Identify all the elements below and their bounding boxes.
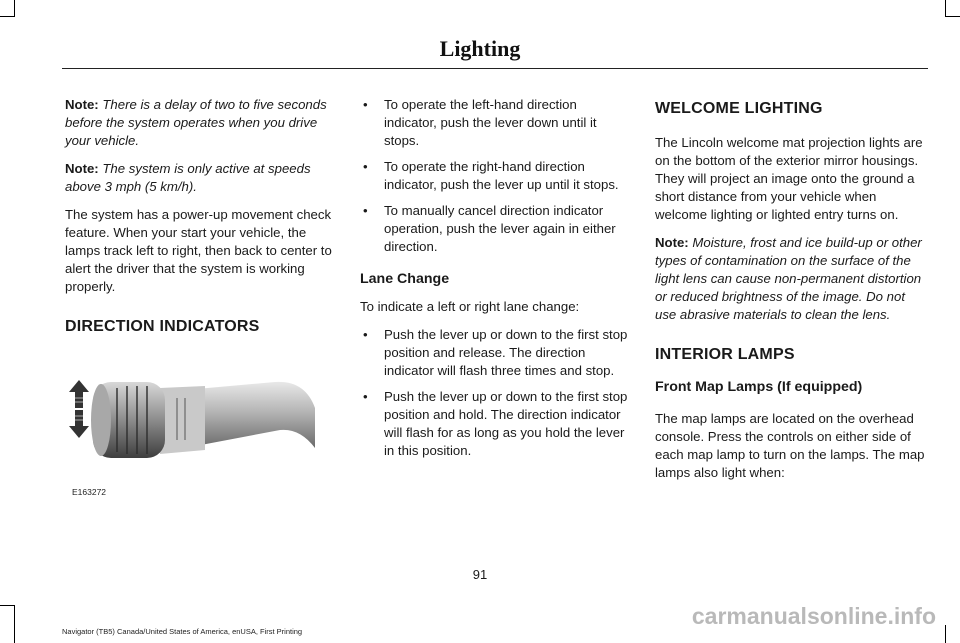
welcome-lighting-heading: WELCOME LIGHTING — [655, 100, 823, 117]
crop-mark-bottom-left-v — [14, 605, 15, 643]
footer-text: Navigator (TB5) Canada/United States of America, enUSA, First Printing — [62, 627, 303, 636]
figure-id: E163272 — [72, 487, 107, 497]
up-down-arrow-icon — [69, 380, 89, 438]
watermark: carmanualsonline.info — [691, 603, 936, 629]
column-left — [65, 96, 337, 336]
list-item: • To manually cancel direction indicator operation, push the lever again in either direction. — [363, 203, 616, 254]
power-up-paragraph: The system has a power-up movement check feature. When your start your vehicle, the lamps track left to right, then back to center to alert the driver that the system is working properly. — [65, 207, 332, 294]
turn-signal-lever-illustration — [65, 368, 315, 488]
crop-mark-bottom-left-h — [0, 605, 15, 606]
lane-change-bullets — [360, 326, 632, 460]
page-title: Lighting — [439, 36, 521, 61]
list-item: • Push the lever up or down to the first stop position and release. The direction indicator will flash three times and stop. — [363, 327, 628, 378]
crop-mark-top-left-v — [14, 0, 15, 16]
lane-change-heading: Lane Change — [360, 271, 450, 287]
column-right — [655, 96, 929, 492]
crop-mark-bottom-right-v — [945, 625, 946, 643]
header-rule — [62, 68, 928, 69]
list-item: • To operate the right-hand direction indicator, push the lever up until it stops. — [363, 159, 619, 192]
column-middle — [360, 96, 632, 468]
direction-bullets — [360, 96, 632, 256]
list-item: • Push the lever up or down to the first stop position and hold. The direction indicator will flash for as long as you hold the lever in this position. — [363, 389, 628, 458]
crop-mark-top-left-h — [0, 16, 15, 17]
front-map-lamps-heading: Front Map Lamps (If equipped) — [655, 379, 863, 395]
direction-indicators-heading: DIRECTION INDICATORS — [65, 318, 260, 335]
list-item: • To operate the left-hand direction indicator, push the lever down until it stops. — [363, 97, 597, 148]
note-1: Note: There is a delay of two to five seconds before the system operates when you drive your vehicle. — [65, 97, 327, 148]
crop-mark-top-right-v — [945, 0, 946, 16]
welcome-lighting-paragraph: The Lincoln welcome mat projection lights are on the bottom of the exterior mirror housings. They will project an image onto the ground a short distance from your vehicle when welcome lighting or lighted entry turns on. — [655, 135, 923, 222]
lane-change-intro: To indicate a left or right lane change: — [360, 299, 580, 314]
page-number: 91 — [472, 567, 488, 582]
welcome-note: Note: Moisture, frost and ice build-up or other types of contamination on the surface of the light lens can cause non-permanent distortion or reduced brightness of the image. Do not use abrasive materials to clean the lens. — [655, 235, 922, 322]
note-2: Note: The system is only active at speeds above 3 mph (5 km/h). — [65, 161, 311, 194]
interior-lamps-heading: INTERIOR LAMPS — [655, 346, 795, 363]
map-lamps-paragraph: The map lamps are located on the overhead console. Press the controls on either side of each map lamp to turn on the lamps. The map lamps also light when: — [655, 411, 925, 480]
crop-mark-top-right-h — [945, 16, 960, 17]
